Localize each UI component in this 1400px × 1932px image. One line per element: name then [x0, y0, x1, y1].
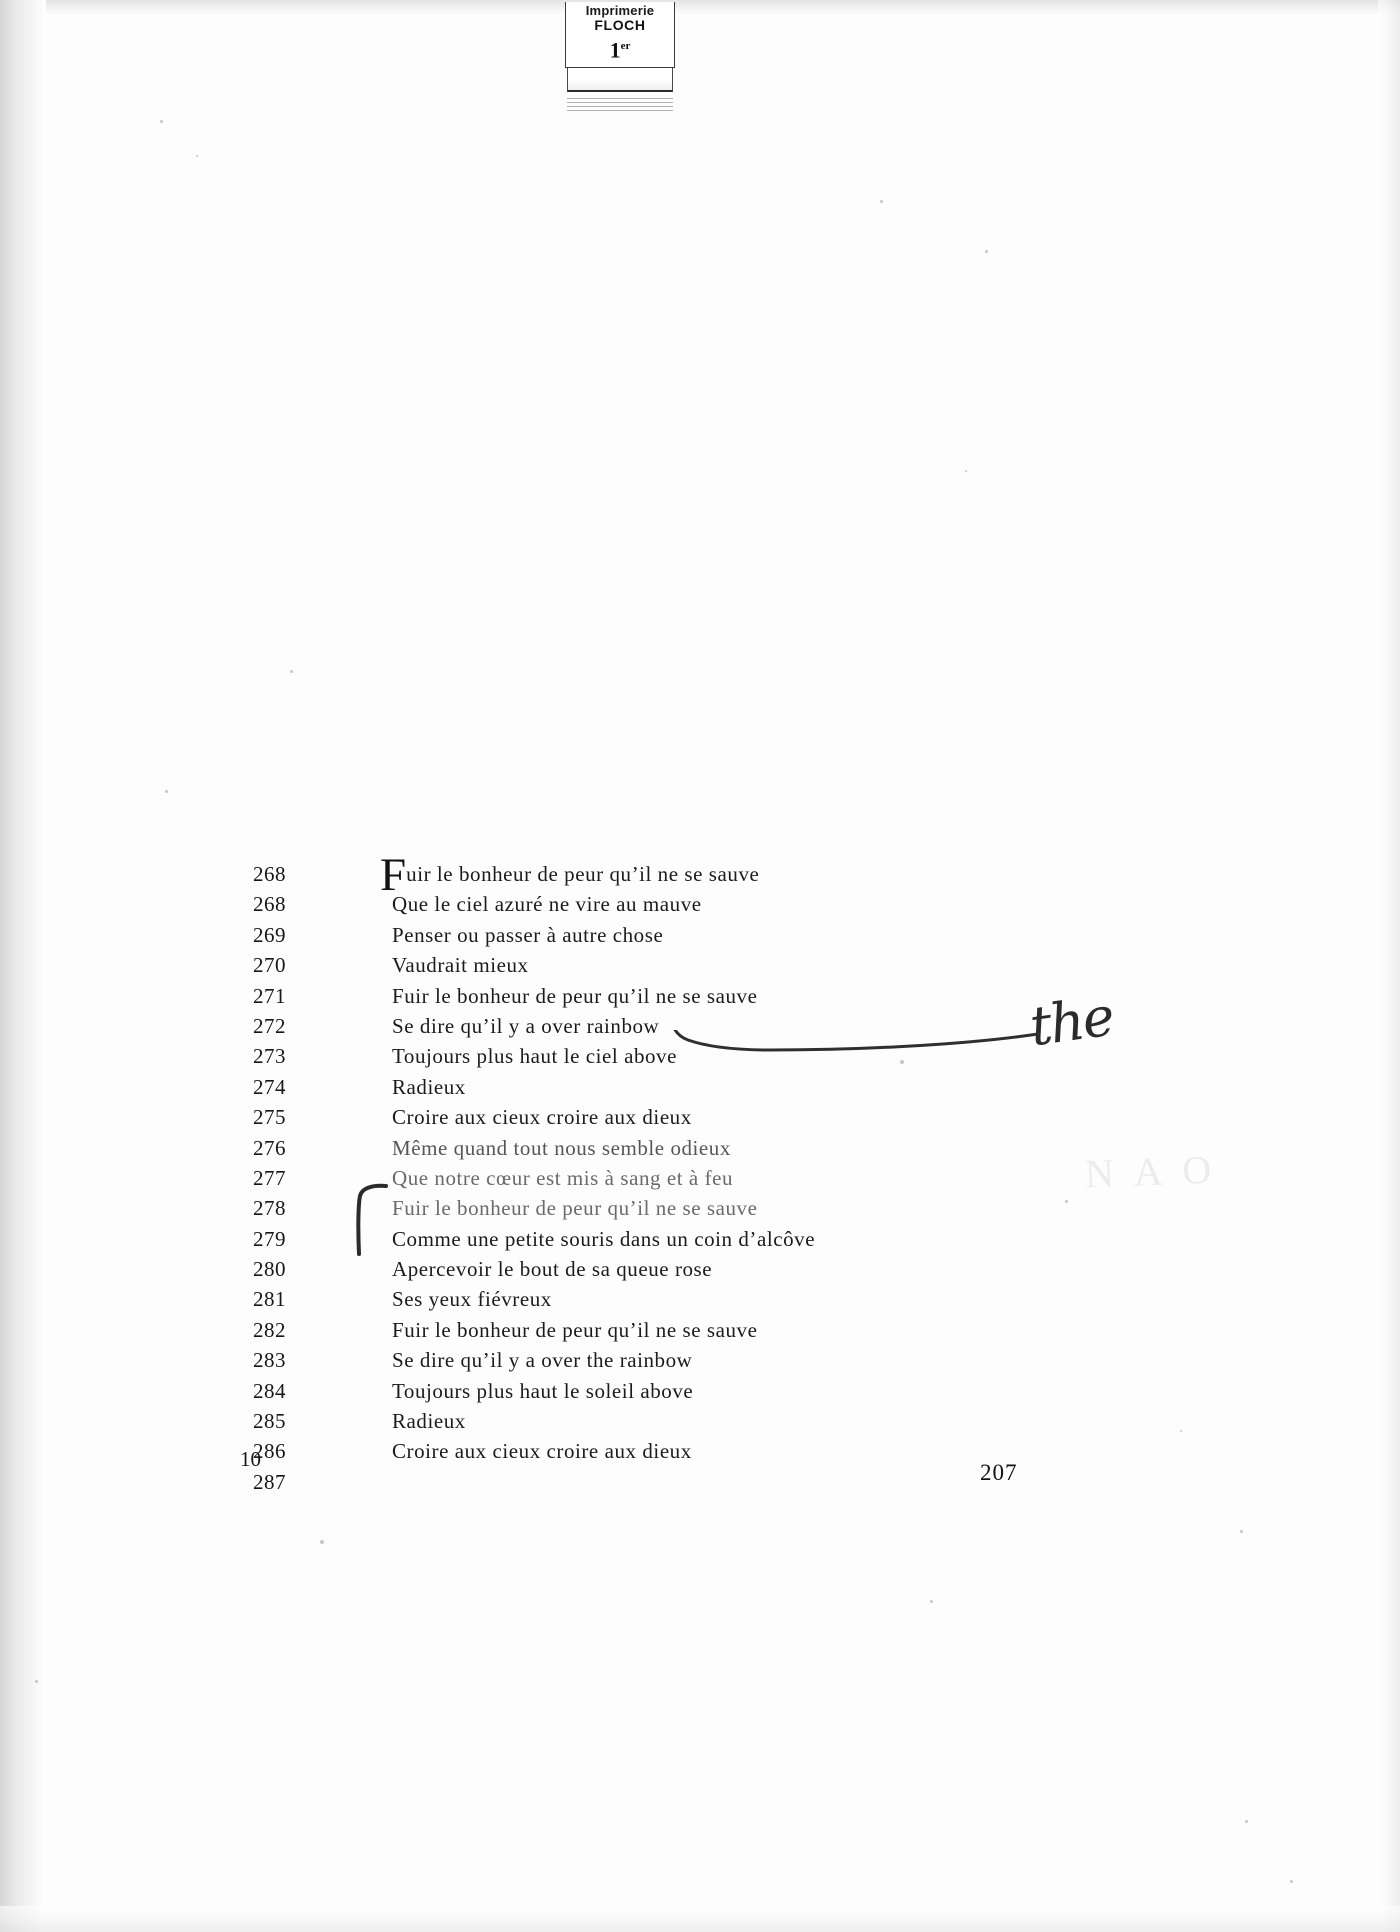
poem-line-text: Vaudrait mieux — [392, 953, 529, 978]
poem-line — [240, 923, 940, 953]
printer-imprint-tail — [567, 68, 673, 92]
poem-line-number: 272 — [253, 1013, 286, 1038]
poem-line — [240, 1166, 940, 1196]
poem-line-number: 281 — [253, 1287, 286, 1312]
poem-line-number: 286 — [253, 1439, 286, 1464]
poem-line — [240, 984, 940, 1014]
poem-line-number: 280 — [253, 1257, 286, 1282]
poem-line-text: Croire aux cieux croire aux dieux — [392, 1105, 692, 1130]
poem-line — [240, 1075, 940, 1105]
scan-edge-bottom — [0, 1906, 1400, 1932]
poem-line — [240, 1318, 940, 1348]
poem-line-text: Fuir le bonheur de peur qu’il ne se sauve — [392, 1317, 758, 1342]
poem-line — [240, 1257, 940, 1287]
poem-line-number: 287 — [253, 1469, 286, 1494]
poem-line — [240, 1105, 940, 1135]
poem-line-text-rest: uir le bonheur de peur qu’il ne se sauve — [406, 862, 760, 886]
drop-cap: F — [380, 849, 407, 901]
poem-line-list — [240, 849, 940, 1500]
dust-speck — [290, 670, 293, 673]
poem-line-text: Radieux — [392, 1074, 466, 1099]
dust-speck — [165, 790, 168, 793]
dust-speck — [1245, 1820, 1248, 1823]
poem-line-number: 270 — [253, 953, 286, 978]
poem-line-number: 276 — [253, 1135, 286, 1160]
poem-line — [240, 1287, 940, 1317]
poem-line-number: 283 — [253, 1348, 286, 1373]
poem-line-text: Que notre cœur est mis à sang et à feu — [392, 1165, 734, 1190]
dust-speck — [1180, 1430, 1182, 1432]
dust-speck — [35, 1680, 38, 1683]
poem-line-text: Se dire qu’il y a over the rainbow — [392, 1348, 693, 1373]
poem-line — [240, 1439, 940, 1469]
poem-line-text — [380, 849, 760, 901]
dust-speck — [160, 120, 163, 123]
poem-line-text: Toujours plus haut le ciel above — [392, 1044, 677, 1069]
poem-line-number: 273 — [253, 1044, 286, 1069]
dust-speck — [1065, 1200, 1068, 1203]
poem-line — [240, 849, 940, 901]
poem-line-number: 271 — [253, 983, 286, 1008]
poem-line-text: Que le ciel azuré ne vire au mauve — [392, 892, 702, 917]
poem-line-number: 278 — [253, 1196, 286, 1221]
poem-line-number: 277 — [253, 1165, 286, 1190]
poem-line-number: 275 — [253, 1105, 286, 1130]
poem-line — [240, 1014, 940, 1044]
poem-line-text: Comme une petite souris dans un coin d’alcôve — [392, 1226, 816, 1251]
poem-line — [240, 953, 940, 983]
scan-edge-right — [1378, 0, 1400, 1932]
poem-line-text: Radieux — [392, 1409, 466, 1434]
dust-speck — [1240, 1530, 1243, 1533]
printer-imprint-line1: Imprimerie — [585, 3, 655, 18]
scan-edge-left — [0, 0, 46, 1932]
printer-imprint-box — [565, 2, 675, 68]
poem-line-number: 279 — [253, 1226, 286, 1251]
verso-showthrough-text: N A O — [1084, 1146, 1218, 1197]
poem-line-text: Apercevoir le bout de sa queue rose — [392, 1257, 713, 1282]
poem-line-text: Croire aux cieux croire aux dieux — [392, 1439, 692, 1464]
printer-imprint-ordinal: er — [620, 40, 631, 52]
handwritten-annotation-the: the — [1026, 984, 1117, 1059]
printer-imprint-numeral: 1 — [609, 37, 621, 63]
dust-speck — [320, 1540, 324, 1544]
poem-line-text: Ses yeux fiévreux — [392, 1287, 552, 1312]
poem-line — [240, 1227, 940, 1257]
poem-line-number: 282 — [253, 1317, 286, 1342]
printer-imprint-mark — [565, 2, 675, 92]
poem-line-text: Fuir le bonheur de peur qu’il ne se sauve — [392, 1196, 758, 1221]
poem-line-number: 274 — [253, 1074, 286, 1099]
printer-imprint-line3 — [566, 33, 674, 63]
poem-line-text: Même quand tout nous semble odieux — [392, 1135, 731, 1160]
poem-line-number: 268 — [253, 892, 286, 917]
dust-speck — [880, 200, 883, 203]
poem-line-text: Se dire qu’il y a over rainbow — [392, 1013, 660, 1038]
signature-number: 10 — [240, 1447, 261, 1471]
poem-line — [240, 1470, 940, 1500]
page-number: 207 — [980, 1460, 1018, 1485]
poem-line — [240, 1196, 940, 1226]
poem-line — [240, 1136, 940, 1166]
printer-imprint-line2: FLOCH — [594, 17, 646, 33]
poem-line-text: Toujours plus haut le soleil above — [392, 1378, 694, 1403]
poem-line — [240, 1409, 940, 1439]
poem-line — [240, 892, 940, 922]
poem-line — [240, 1044, 940, 1074]
scan-edge-top — [46, 0, 1400, 16]
poem-line-number: 269 — [253, 922, 286, 947]
poem-line-text: Fuir le bonheur de peur qu’il ne se sauve — [392, 983, 758, 1008]
dust-speck — [985, 250, 988, 253]
poem-line — [240, 1379, 940, 1409]
dust-speck — [196, 155, 198, 157]
poem-line-number: 285 — [253, 1409, 286, 1434]
poem-line-number: 284 — [253, 1378, 286, 1403]
dust-speck — [930, 1600, 933, 1603]
poem-line — [240, 1348, 940, 1378]
dust-speck — [1290, 1880, 1293, 1883]
dust-speck — [965, 470, 967, 472]
poem-line-text: Penser ou passer à autre chose — [392, 922, 664, 947]
printer-imprint-smudge — [567, 98, 673, 114]
poem-line-number: 268 — [253, 862, 286, 886]
